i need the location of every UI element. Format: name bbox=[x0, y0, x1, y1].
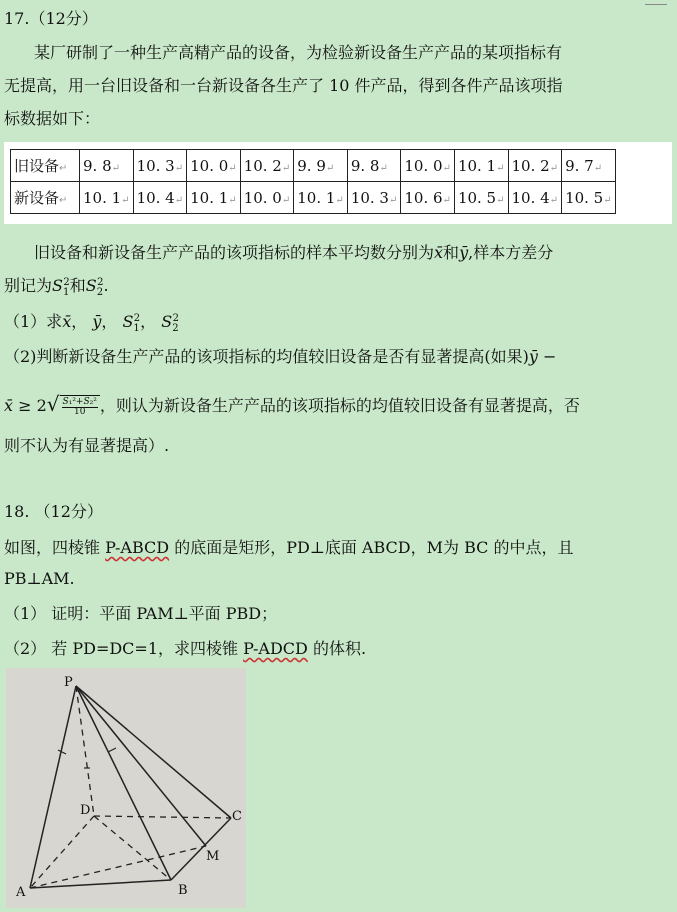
label-P: P bbox=[64, 675, 73, 690]
q18-header: 18. （12分） bbox=[4, 502, 103, 521]
edge-PC bbox=[76, 686, 231, 818]
table-cell: 10. 1 bbox=[83, 188, 122, 207]
table-row-new: 新设备↵ 10. 1↵ 10. 4↵ 10. 1↵ 10. 0↵ 10. 1↵ 10. 3↵ 10. 6↵ 10. 5↵ 10. 4↵ 10. 5↵ bbox=[11, 182, 616, 214]
q17-intro-line2: 无提高，用一台旧设备和一台新设备各生产了 10 件产品，得到各件产品该项指 bbox=[4, 76, 563, 95]
q17-part2-line1: （2)判断新设备生产产品的该项指标的均值较旧设备是否有显著提高(如果)ȳ − bbox=[4, 347, 557, 366]
table-cell: 9. 8 bbox=[350, 156, 380, 175]
table-cell: 10. 5 bbox=[457, 188, 497, 207]
table-cell: 10. 3 bbox=[136, 156, 175, 175]
edge-BC bbox=[171, 818, 231, 880]
label-C: C bbox=[232, 809, 242, 824]
table-cell: 9. 9 bbox=[297, 156, 326, 175]
data-table bbox=[10, 149, 616, 214]
label-M: M bbox=[206, 849, 220, 864]
q18-part1: （1） 证明：平面 PAM⊥平面 PBD； bbox=[4, 604, 278, 623]
q17-intro-line3: 标数据如下： bbox=[4, 109, 101, 128]
table-cell: 9. 8 bbox=[83, 156, 112, 175]
table-cell: 10. 0 bbox=[243, 188, 282, 207]
pyramid-diagram bbox=[6, 668, 246, 908]
edge-PM bbox=[76, 686, 206, 846]
table-cell: 10. 1 bbox=[190, 188, 229, 207]
edge-AB bbox=[30, 880, 171, 888]
table-cell: 10. 6 bbox=[404, 188, 443, 207]
q17-part1: （1）求x̄， ȳ， $S_1^2$， $S_2^2$ bbox=[4, 312, 179, 335]
corner-mark bbox=[645, 0, 667, 5]
q17-header: 17.（12分） bbox=[4, 9, 98, 28]
table-cell: 10. 0 bbox=[404, 156, 443, 175]
q17-intro-line1: 某厂研制了一种生产高精产品的设备，为检验新设备生产产品的某项指标有 bbox=[34, 43, 563, 62]
table-cell: 10. 1 bbox=[297, 188, 336, 207]
label-B: B bbox=[178, 883, 188, 898]
q18-line1: 如图，四棱锥 P-ABCD 的底面是矩形，PD⊥底面 ABCD，M为 BC 的中点，且 bbox=[4, 538, 574, 557]
edge-PA bbox=[30, 686, 76, 888]
table-cell: 10. 4 bbox=[511, 188, 550, 207]
edge-DC bbox=[94, 816, 231, 818]
table-cell: 9. 7 bbox=[565, 156, 594, 175]
table-row-label: 新设备 bbox=[14, 189, 60, 207]
table-row-label: 旧设备 bbox=[14, 157, 60, 175]
edge-PB bbox=[76, 686, 171, 880]
table-cell: 10. 2 bbox=[243, 156, 282, 175]
table-cell: 10. 2 bbox=[511, 156, 550, 175]
edge-DA bbox=[30, 816, 94, 888]
q17-description-line1: 旧设备和新设备生产产品的该项指标的样本平均数分别为x̄和ȳ,样本方差分 bbox=[34, 243, 554, 262]
table-cell: 10. 5 bbox=[565, 188, 604, 207]
table-cell: 10. 1 bbox=[457, 156, 497, 175]
pyramid-figure bbox=[6, 668, 246, 908]
q17-description-line2: 别记为$S_1^2$和$S_2^2$. bbox=[4, 276, 109, 299]
edge-AM bbox=[30, 846, 206, 888]
table-cell: 10. 4 bbox=[136, 188, 175, 207]
table-cell: 10. 0 bbox=[190, 156, 229, 175]
data-table-container bbox=[4, 142, 672, 224]
label-A: A bbox=[16, 885, 26, 900]
q17-part2-line3: 则不认为有显著提高）. bbox=[4, 436, 170, 455]
q18-part2: （2） 若 PD=DC=1，求四棱锥 P-ADCD 的体积. bbox=[4, 639, 367, 658]
label-D: D bbox=[80, 803, 91, 818]
q18-line2: PB⊥AM. bbox=[4, 569, 75, 588]
table-row-old: 旧设备↵ 9. 8↵ 10. 3↵ 10. 0↵ 10. 2↵ 9. 9↵ 9. 8↵ 10. 0↵ 10. 1↵ 10. 2↵ 9. 7↵ bbox=[11, 150, 616, 182]
q17-part2-line2: x̄ ≥ $2√ \frac{\text{S₁²+S₂²}}{10}$ ，则认为新设备生产产品的该项指标的均值较旧设备有显著提高，否 bbox=[4, 392, 580, 417]
table-cell: 10. 3 bbox=[350, 188, 389, 207]
